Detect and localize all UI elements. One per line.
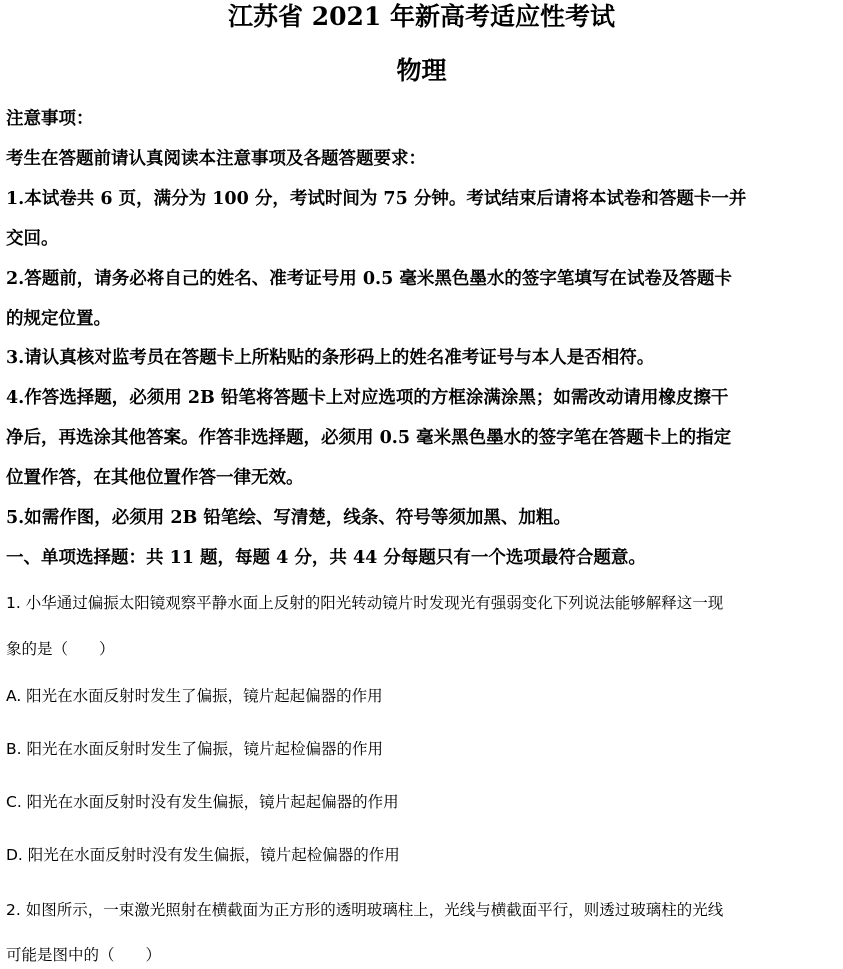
notes-heading: 注意事项：	[6, 109, 94, 129]
question-1-option-b: B. 阳光在水面反射时发生了偏振，镜片起检偏器的作用	[6, 740, 383, 758]
section-heading: 一、单项选择题：共 11 题，每题 4 分，共 44 分每题只有一个选项最符合题意。	[6, 548, 646, 568]
question-1-option-a: A. 阳光在水面反射时发生了偏振，镜片起起偏器的作用	[6, 687, 383, 705]
question-2-stem: 2. 如图所示，一束激光照射在横截面为正方形的透明玻璃柱上，光线与横截面平行，则透过玻璃柱的光线	[6, 901, 724, 919]
notes-line: 5.如需作图，必须用 2B 铅笔绘、写清楚，线条、符号等须加黑、加粗。	[6, 508, 571, 528]
question-1-option-d: D. 阳光在水面反射时没有发生偏振，镜片起检偏器的作用	[6, 846, 400, 864]
question-1-option-c: C. 阳光在水面反射时没有发生偏振，镜片起起偏器的作用	[6, 793, 399, 811]
question-1-stem-cont: 象的是（ ）	[6, 640, 115, 658]
exam-title: 江苏省 2021 年新高考适应性考试	[228, 2, 615, 31]
question-1-stem: 1. 小华通过偏振太阳镜观察平静水面上反射的阳光转动镜片时发现光有强弱变化下列说法能够解释这一现	[6, 594, 724, 612]
question-2-stem-cont: 可能是图中的（ ）	[6, 946, 162, 964]
notes-line: 交回。	[6, 229, 59, 249]
notes-line: 的规定位置。	[6, 309, 111, 329]
notes-line: 净后，再选涂其他答案。作答非选择题，必须用 0.5 毫米黑色墨水的签字笔在答题卡上的指定	[6, 428, 732, 448]
notes-line: 4.作答选择题，必须用 2B 铅笔将答题卡上对应选项的方框涂满涂黑；如需改动请用橡皮擦干	[6, 388, 729, 408]
notes-line: 3.请认真核对监考员在答题卡上所粘贴的条形码上的姓名准考证号与本人是否相符。	[6, 348, 655, 368]
notes-line: 1.本试卷共 6 页，满分为 100 分，考试时间为 75 分钟。考试结束后请将本试卷和答题卡一并	[6, 189, 747, 209]
notes-line: 2.答题前，请务必将自己的姓名、准考证号用 0.5 毫米黑色墨水的签字笔填写在试卷及答题卡	[6, 269, 732, 289]
notes-line: 位置作答，在其他位置作答一律无效。	[6, 468, 304, 488]
subject-title: 物理	[396, 56, 447, 85]
notes-intro: 考生在答题前请认真阅读本注意事项及各题答题要求：	[6, 149, 426, 169]
